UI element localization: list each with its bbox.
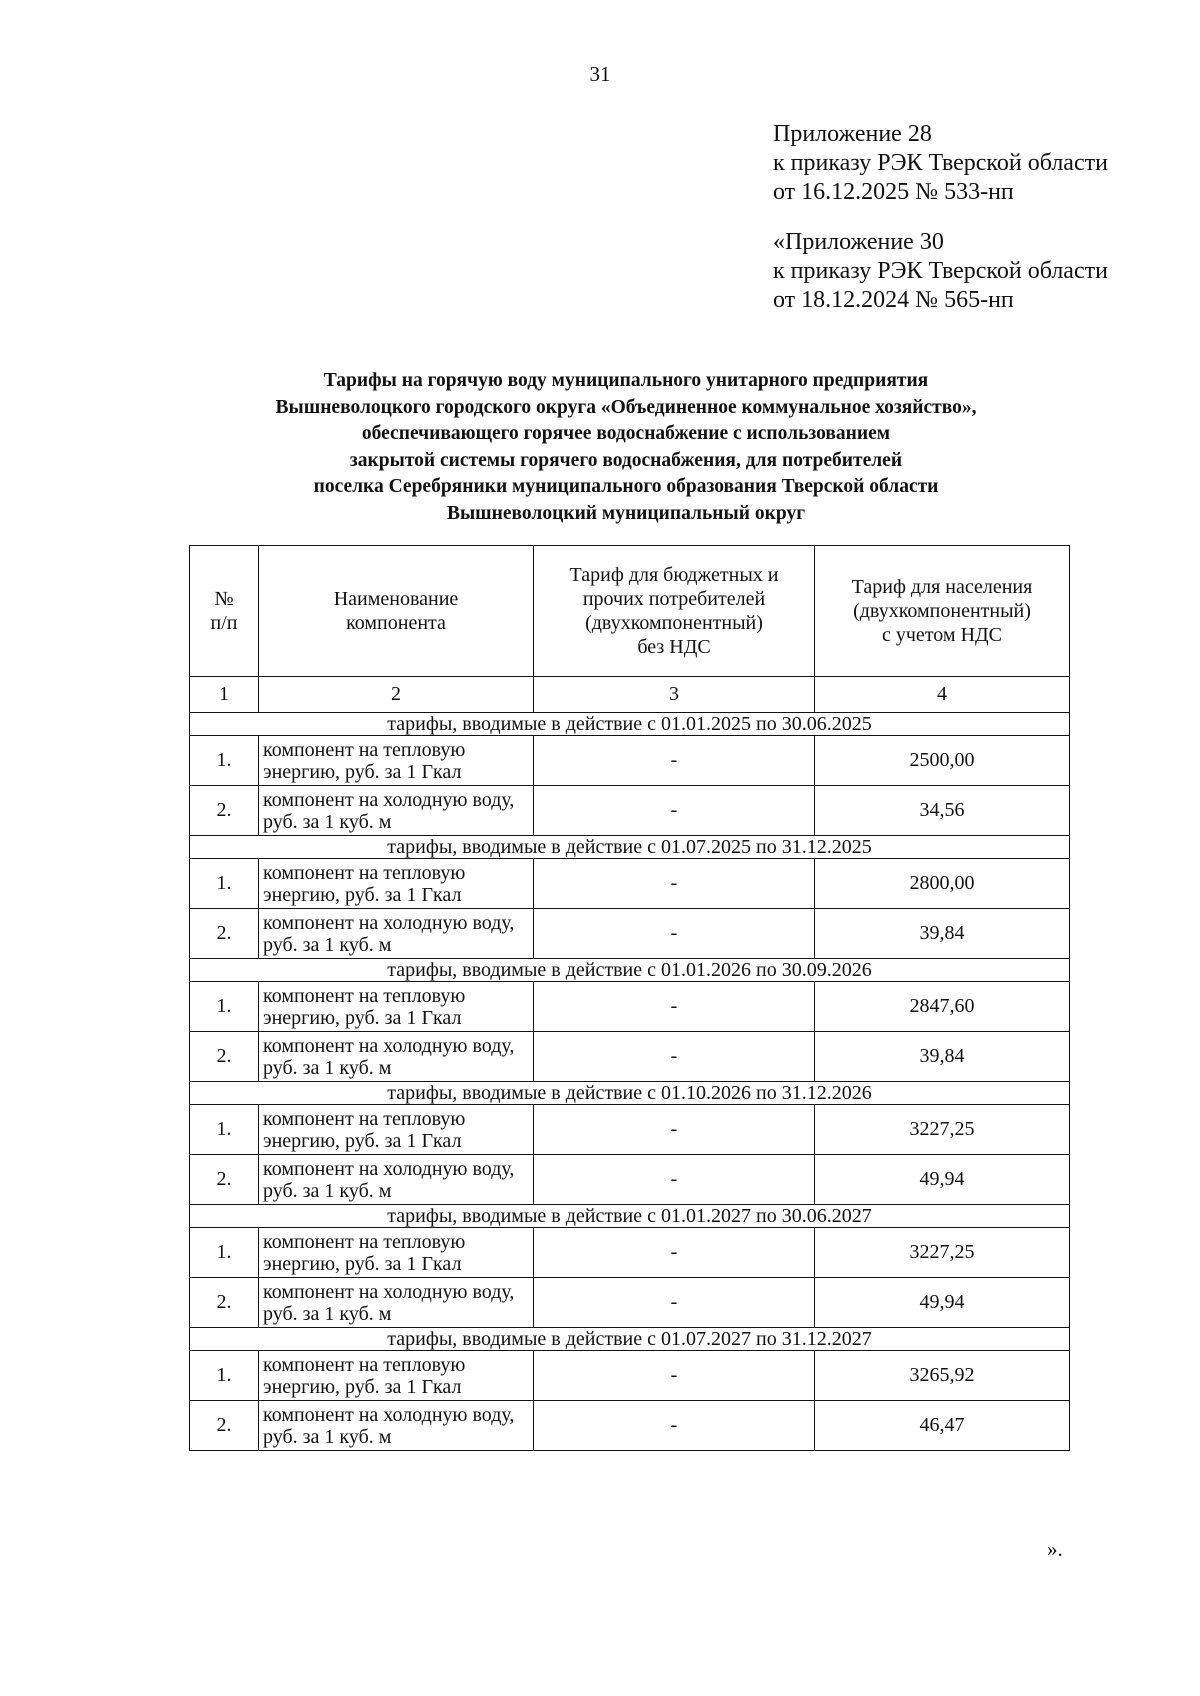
table-row <box>190 1351 1070 1401</box>
budget-tariff: - <box>534 1401 815 1451</box>
column-numbers-row <box>190 677 1070 713</box>
title-line: Вышневолоцкий муниципальный округ <box>446 502 806 524</box>
row-number: 2. <box>190 786 259 836</box>
title-line: закрытой системы горячего водоснабжения, для потребителей <box>349 449 903 471</box>
period-row <box>190 1082 1070 1105</box>
table-row <box>190 1278 1070 1328</box>
component-name: компонент на тепловую энергию, руб. за 1 Гкал <box>259 1351 534 1401</box>
document-title <box>0 368 1200 527</box>
row-number: 2. <box>190 1401 259 1451</box>
population-tariff: 2800,00 <box>815 859 1070 909</box>
row-number: 1. <box>190 859 259 909</box>
addendum-current-date: от 16.12.2025 № 533-нп <box>773 179 1014 205</box>
row-number: 1. <box>190 1228 259 1278</box>
population-tariff: 3227,25 <box>815 1228 1070 1278</box>
table-row <box>190 1401 1070 1451</box>
header-num: № п/п <box>190 546 259 677</box>
column-number: 4 <box>815 677 1070 713</box>
budget-tariff: - <box>534 1228 815 1278</box>
table-row <box>190 1228 1070 1278</box>
population-tariff: 34,56 <box>815 786 1070 836</box>
population-tariff: 39,84 <box>815 909 1070 959</box>
closing-quote: ». <box>1047 1537 1063 1561</box>
budget-tariff: - <box>534 1105 815 1155</box>
tariffs-table-body <box>190 713 1070 1451</box>
period-row <box>190 959 1070 982</box>
header-budget-tariff: Тариф для бюджетных и прочих потребителей (двухкомпонентный) без НДС <box>534 546 815 677</box>
column-number: 1 <box>190 677 259 713</box>
component-name: компонент на холодную воду, руб. за 1 куб. м <box>259 786 534 836</box>
table-row <box>190 1032 1070 1082</box>
period-label: тарифы, вводимые в действие с 01.01.2027 по 30.06.2027 <box>190 1205 1070 1228</box>
budget-tariff: - <box>534 1155 815 1205</box>
budget-tariff: - <box>534 1351 815 1401</box>
tariffs-table <box>189 545 1070 1451</box>
period-row <box>190 1328 1070 1351</box>
period-label: тарифы, вводимые в действие с 01.07.2027 по 31.12.2027 <box>190 1328 1070 1351</box>
row-number: 1. <box>190 736 259 786</box>
budget-tariff: - <box>534 1032 815 1082</box>
component-name: компонент на тепловую энергию, руб. за 1 Гкал <box>259 736 534 786</box>
population-tariff: 2847,60 <box>815 982 1070 1032</box>
table-row <box>190 736 1070 786</box>
period-row <box>190 713 1070 736</box>
addendum-previous-title: «Приложение 30 <box>773 229 944 255</box>
period-row <box>190 836 1070 859</box>
population-tariff: 3227,25 <box>815 1105 1070 1155</box>
component-name: компонент на холодную воду, руб. за 1 куб. м <box>259 1278 534 1328</box>
population-tariff: 39,84 <box>815 1032 1070 1082</box>
column-number: 3 <box>534 677 815 713</box>
title-line: обеспечивающего горячее водоснабжение с использованием <box>361 423 891 444</box>
title-line: Тарифы на горячую воду муниципального унитарного предприятия <box>323 370 929 391</box>
period-label: тарифы, вводимые в действие с 01.10.2026 по 31.12.2026 <box>190 1082 1070 1105</box>
component-name: компонент на тепловую энергию, руб. за 1 Гкал <box>259 1228 534 1278</box>
table-row <box>190 859 1070 909</box>
budget-tariff: - <box>534 859 815 909</box>
addendum-current-order: к приказу РЭК Тверской области <box>773 150 1108 176</box>
component-name: компонент на тепловую энергию, руб. за 1 Гкал <box>259 982 534 1032</box>
addendum-current-title: Приложение 28 <box>773 121 932 147</box>
budget-tariff: - <box>534 909 815 959</box>
component-name: компонент на тепловую энергию, руб. за 1 Гкал <box>259 1105 534 1155</box>
addendum-current-reference <box>773 120 1173 207</box>
row-number: 1. <box>190 982 259 1032</box>
row-number: 2. <box>190 1155 259 1205</box>
population-tariff: 49,94 <box>815 1155 1070 1205</box>
population-tariff: 3265,92 <box>815 1351 1070 1401</box>
table-row <box>190 909 1070 959</box>
budget-tariff: - <box>534 1278 815 1328</box>
row-number: 1. <box>190 1105 259 1155</box>
table-header-row <box>190 546 1070 677</box>
table-row <box>190 786 1070 836</box>
table-row <box>190 1155 1070 1205</box>
period-label: тарифы, вводимые в действие с 01.07.2025 по 31.12.2025 <box>190 836 1070 859</box>
title-line: поселка Серебряники муниципального образования Тверской области <box>313 476 939 497</box>
table-row <box>190 982 1070 1032</box>
population-tariff: 2500,00 <box>815 736 1070 786</box>
budget-tariff: - <box>534 982 815 1032</box>
addendum-previous-date: от 18.12.2024 № 565-нп <box>773 287 1014 313</box>
population-tariff: 46,47 <box>815 1401 1070 1451</box>
population-tariff: 49,94 <box>815 1278 1070 1328</box>
addendum-previous-reference <box>773 228 1173 315</box>
component-name: компонент на холодную воду, руб. за 1 куб. м <box>259 1401 534 1451</box>
page-number: 31 <box>589 62 611 86</box>
component-name: компонент на холодную воду, руб. за 1 куб. м <box>259 909 534 959</box>
budget-tariff: - <box>534 736 815 786</box>
period-row <box>190 1205 1070 1228</box>
component-name: компонент на холодную воду, руб. за 1 куб. м <box>259 1032 534 1082</box>
table-row <box>190 1105 1070 1155</box>
budget-tariff: - <box>534 786 815 836</box>
component-name: компонент на холодную воду, руб. за 1 куб. м <box>259 1155 534 1205</box>
header-population-tariff: Тариф для населения (двухкомпонентный) с учетом НДС <box>815 546 1070 677</box>
row-number: 2. <box>190 1278 259 1328</box>
period-label: тарифы, вводимые в действие с 01.01.2026 по 30.09.2026 <box>190 959 1070 982</box>
row-number: 2. <box>190 1032 259 1082</box>
addendum-previous-order: к приказу РЭК Тверской области <box>773 258 1108 284</box>
row-number: 2. <box>190 909 259 959</box>
row-number: 1. <box>190 1351 259 1401</box>
component-name: компонент на тепловую энергию, руб. за 1 Гкал <box>259 859 534 909</box>
title-line: Вышневолоцкого городского округа «Объединенное коммунальное хозяйство», <box>275 396 977 418</box>
period-label: тарифы, вводимые в действие с 01.01.2025 по 30.06.2025 <box>190 713 1070 736</box>
header-name: Наименование компонента <box>259 546 534 677</box>
column-number: 2 <box>259 677 534 713</box>
